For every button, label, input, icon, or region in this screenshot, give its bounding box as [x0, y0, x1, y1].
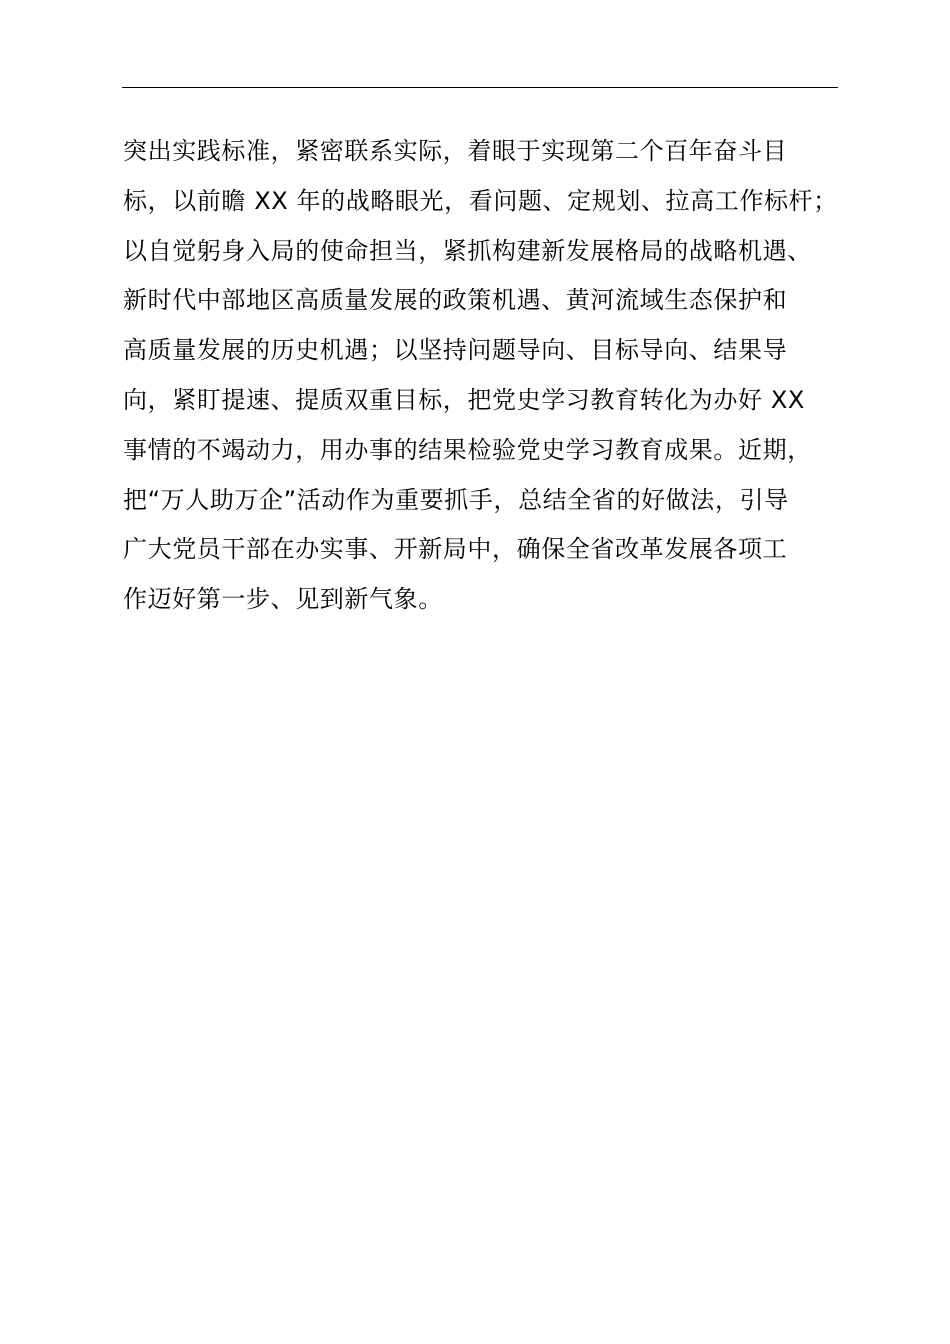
paragraph-line: 广大党员干部在办实事、开新局中，确保全省改革发展各项工 — [123, 535, 788, 564]
paragraph-line: 作迈好第一步、见到新气象。 — [123, 585, 443, 614]
body-paragraph — [123, 127, 863, 625]
paragraph-line: 向，紧盯提速、提质双重目标，把党史学习教育转化为办好 XX — [123, 385, 805, 414]
paragraph-line: 事情的不竭动力，用办事的结果检验党史学习教育成果。近期， — [123, 435, 812, 464]
paragraph-line: 把“万人助万企”活动作为重要抓手，总结全省的好做法，引导 — [123, 485, 789, 514]
paragraph-line: 以自觉躬身入局的使命担当，紧抓构建新发展格局的战略机遇、 — [123, 236, 812, 265]
paragraph-line: 新时代中部地区高质量发展的政策机遇、黄河流域生态保护和 — [123, 286, 788, 315]
paragraph-line: 标，以前瞻 XX 年的战略眼光，看问题、定规划、拉高工作标杆； — [123, 186, 838, 215]
paragraph-line: 高质量发展的历史机遇；以坚持问题导向、目标导向、结果导 — [123, 336, 788, 365]
header-rule — [122, 87, 838, 88]
paragraph-line: 突出实践标准，紧密联系实际，着眼于实现第二个百年奋斗目 — [123, 137, 788, 165]
